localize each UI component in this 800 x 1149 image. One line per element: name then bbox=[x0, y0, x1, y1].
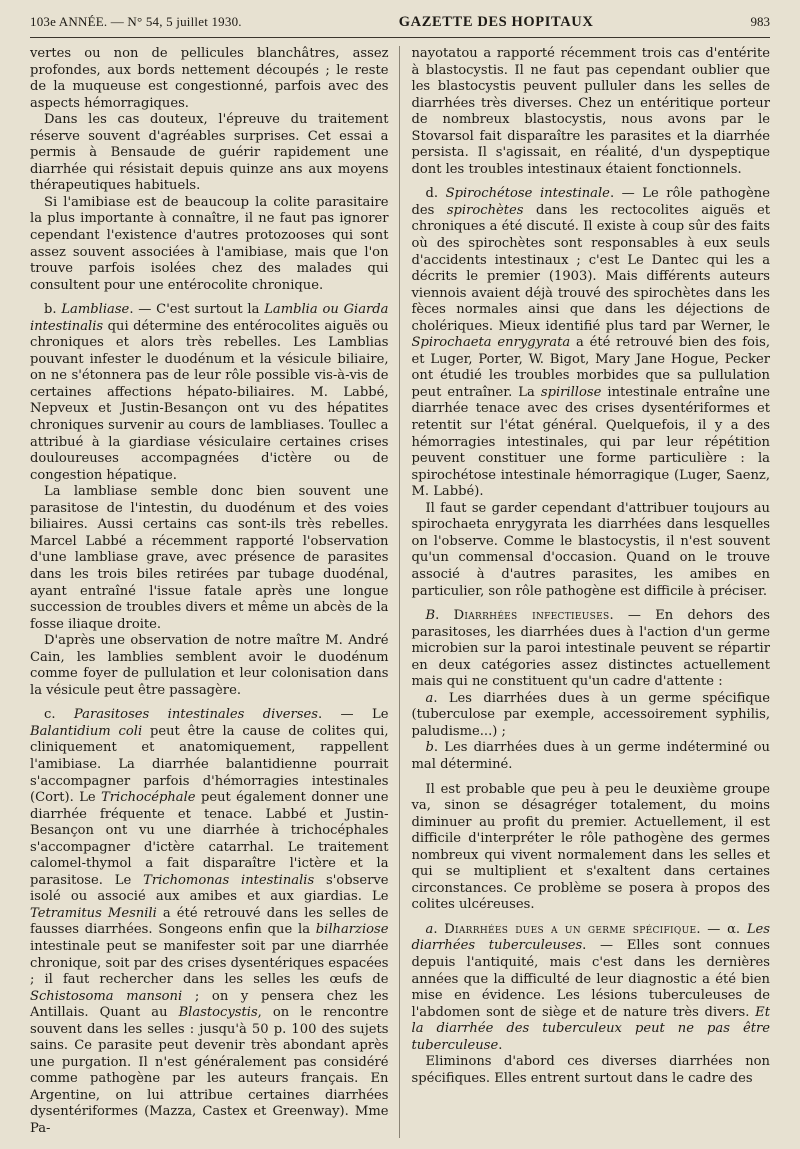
paragraph-q4: B. Diarrhées infectieuses. — En dehors des parasitoses, les diarrhées dues à l'action d'un germe microbien sur la paroi intestinale peuvent se répartir en deux catégories assez distinctes actuellement mais qui ne constituent qu'un cadre d'attente : bbox=[411, 608, 771, 690]
paragraph-p6: D'après une observation de notre maître M. André Cain, les lamblies semblent avoir le duodénum comme foyer de pullulation et leur colonisation dans la vésicule peut être passagère. bbox=[30, 633, 389, 698]
paragraph-p3: Si l'amibiase est de beaucoup la colite parasitaire la plus importante à connaître, il ne faut pas ignorer cependant l'existence d'autres protozooses qui sont assez souvent associées à l'amibiase, mais que l'on trouve parfois isolées chez des malades qui consultent pour une entérocolite chronique. bbox=[30, 194, 389, 293]
paragraph-q6: b. Les diarrhées dues à un germe indéterminé ou mal déterminé. bbox=[411, 740, 770, 772]
paragraph-q8: a. Diarrhées dues a un germe spécifique. — α. Les diarrhées tuberculeuses. — Elles sont connues depuis l'antiquité, mais c'est dans les dernières années que la difficulté de leur diagnostic a été bien mise en évidence. Les lésions tuberculeuses de l'abdomen sont de siège et de nature très divers. Et la diarrhée des tuberculeux peut ne pas être tuberculeuse. bbox=[411, 921, 770, 1053]
paragraph-q5: a. Les diarrhées dues à un germe spécifique (tuberculose par exemple, accessoirement syphilis, paludisme...) ; bbox=[411, 690, 770, 739]
page-number: 983 bbox=[750, 14, 770, 29]
paragraph-q7: Il est probable que peu à peu le deuxième groupe va, sinon se désagréger totalement, du moins diminuer au profit du premier. Actuellement, il est difficile d'interpréter le rôle pathogène des germes nombreux qui vivent normalement dans les selles et qui se multiplient et s'exaltent dans certaines circonstances. Ce problème se posera à propos des colites ulcéreuses. bbox=[411, 781, 770, 913]
journal-title: GAZETTE DES HOPITAUX bbox=[398, 14, 594, 30]
right-column bbox=[412, 46, 771, 1138]
page-header bbox=[30, 14, 770, 38]
issue-info: 103e ANNÉE. — N° 54, 5 juillet 1930. bbox=[30, 14, 242, 29]
paragraph-p1: vertes ou non de pellicules blanchâtres, assez profondes, aux bords nettement découpés ; le reste de la muqueuse est congestionné, parfois avec des aspects hémorragiques. bbox=[30, 46, 389, 111]
paragraph-q3: Il faut se garder cependant d'attribuer toujours au spirochaeta enrygyrata les diarrhées dans lesquelles on l'observe. Comme le blastocystis, il n'est souvent qu'un commensal d'occasion. Quand on le trouve associé à d'autres parasites, les amibes en particulier, son rôle pathogène est difficile à préciser. bbox=[411, 500, 770, 599]
paragraph-q1: nayotatou a rapporté récemment trois cas d'entérite à blastocystis. Il ne faut pas cependant oublier que les blastocystis peuvent pulluler dans les selles de diarrhées très diverses. Chez un entéritique porteur de nombreux blastocystis, nous avons par le Stovarsol fait disparaître les parasites et la diarrhée persista. Il s'agissait, en réalité, d'un dyspeptique dont les troubles intestinaux étaient fonctionnels. bbox=[411, 46, 770, 177]
paragraph-q2: d. Spirochétose intestinale. — Le rôle pathogène des spirochètes dans les rectocolites aiguës et chroniques a été discuté. Il existe à coup sûr des faits où des spirochètes sont responsables à eux seuls d'accidents intestinaux ; c'est Le Dantec qui les a décrits le premier (1903). Mais différents auteurs viennois avaient déjà trouvé des spirochètes dans les fèces normales ainsi que dans les déjections de cholériques. Mieux identifié plus tard par Werner, le Spirochaeta enrygyrata a été retrouvé bien des fois, et Luger, Porter, W. Bigot, Mary Jane Hogue, Pecker ont étudié les troubles morbides que sa pullulation peut entraîner. La spirillose intestinale entraîne une diarrhée tenace avec des crises dysentériformes et retentit sur l'état général. Quelquefois, il y a des hémorragies intestinales, qui par leur répétition peuvent constituer une forme particulière : la spirochétose intestinale hémorragique (Luger, Saenz, M. Labbé). bbox=[411, 186, 770, 500]
text-columns bbox=[30, 46, 770, 1138]
paragraph-p5: La lambliase semble donc bien souvent une parasitose de l'intestin, du duodénum et des voies biliaires. Aussi certains cas sont-ils très rebelles. Marcel Labbé a récemment rapporté l'observation d'une lambliase grave, avec présence de parasites dans les trois biles retirées par tubage duodénal, ayant entraîné l'issue fatale après une longue succession de troubles divers et même un abcès de la fosse iliaque droite. bbox=[30, 484, 389, 632]
paragraph-p4: b. Lambliase. — C'est surtout la Lamblia ou Giarda intestinalis qui détermine des entérocolites aiguës ou chroniques et alors très rebelles. Les Lamblias pouvant infester le duodénum et la vésicule biliaire, on ne s'étonnera pas de leur rôle possible vis-à-vis de certaines affections hépato-biliaires. M. Labbé, Nepveux et Justin-Besançon ont vu des hépatites chroniques survenir au cours de lambliases. Toullec a attribué à la giardiase vésiculaire certaines crises douloureuses accompagnées d'ictère ou de congestion hépatique. bbox=[30, 302, 389, 483]
paragraph-p2: Dans les cas douteux, l'épreuve du traitement réserve souvent d'agréables surprises. Cet essai a permis à Bensaude de guérir rapidement une diarrhée qui résistait depuis quinze ans aux moyens thérapeutiques habituels. bbox=[30, 112, 389, 194]
paragraph-p7: c. Parasitoses intestinales diverses. — Le Balantidium coli peut être la cause de colites qui, cliniquement et anatomiquement, rappellent l'amibiase. La diarrhée balantidienne pourrait s'accompagner parfois d'hémorragies intestinales (Cort). Le Trichocéphale peut également donner une diarrhée fréquente et tenace. Labbé et Justin-Besançon ont vu une diarrhée à trichocéphales s'accompagner d'ictère catarrhal. Le traitement calomel-thymol a fait disparaître l'ictère et la parasitose. Le Trichomonas intestinalis s'observe isolé ou associé aux amibes et aux giardias. Le Tetramitus Mesnili a été retrouvé dans les selles de fausses diarrhées. Songeons enfin que la bilharziose intestinale peut se manifester soit par une diarrhée chronique, soit par des crises dysentériques espacées ; il faut rechercher dans les selles les œufs de Schistosoma mansoni ; on y pensera chez les Antillais. Quant au Blastocystis, on le rencontre souvent dans les selles : jusqu'à 50 p. 100 des sujets sains. Ce parasite peut devenir très abondant après une purgation. Il n'est généralement pas considéré comme pathogène par les auteurs français. En Argentine, on lui attribue certaines diarrhées dysentériformes (Mazza, Castex et Greenway). Mme Pa- bbox=[30, 707, 389, 1136]
left-column bbox=[30, 46, 400, 1138]
paragraph-q9: Eliminons d'abord ces diverses diarrhées non spécifiques. Elles entrent surtout dans le cadre des bbox=[411, 1054, 770, 1086]
